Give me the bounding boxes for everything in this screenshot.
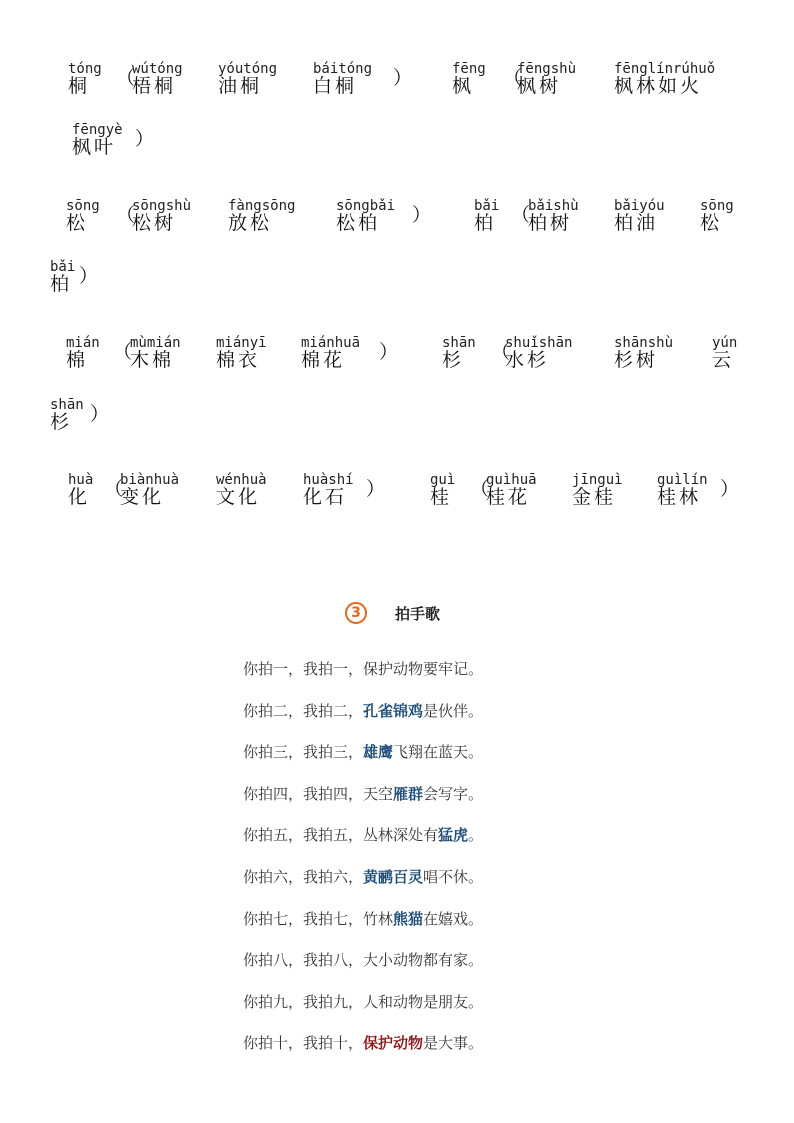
hanzi: 油桐 — [218, 75, 263, 97]
hanzi: 桂 — [430, 486, 453, 508]
pinyin: yún — [712, 335, 738, 351]
pinyin: wénhuà — [216, 472, 267, 488]
pinyin: bǎi — [474, 198, 500, 214]
song-highlight: 黄鹂百灵 — [363, 867, 424, 886]
hanzi: 桂林 — [657, 486, 702, 508]
pinyin: sōng — [66, 198, 100, 214]
vocab-row — [0, 336, 794, 376]
pinyin: shuǐshān — [505, 335, 573, 351]
hanzi: 枫叶 — [72, 136, 117, 158]
hanzi: 松树 — [132, 212, 177, 234]
song-text: 会写字。 — [423, 784, 484, 803]
song-highlight: 熊猫 — [393, 909, 424, 928]
pinyin: guìhuā — [486, 472, 537, 488]
song-text: 你拍六，我拍六， — [243, 867, 364, 886]
hanzi: 棉花 — [301, 349, 346, 371]
hanzi: 变化 — [120, 486, 165, 508]
song-line — [243, 947, 743, 989]
pinyin: mùmián — [130, 335, 181, 351]
pinyin: sōngbǎi — [336, 198, 396, 214]
hanzi: 金桂 — [572, 486, 617, 508]
hanzi: 桐 — [68, 75, 91, 97]
pinyin: sōngshù — [132, 198, 192, 214]
section-number-badge: 3 — [345, 602, 367, 624]
hanzi: 杉 — [442, 349, 465, 371]
pinyin: miánhuā — [301, 335, 361, 351]
hanzi: 枫 — [452, 75, 475, 97]
parenthesis: （ — [116, 67, 136, 89]
hanzi: 化石 — [303, 486, 348, 508]
hanzi: 梧桐 — [132, 75, 177, 97]
parenthesis: （ — [113, 341, 133, 363]
vocab-row — [0, 123, 794, 163]
song-line — [243, 906, 743, 948]
song-highlight: 雁群 — [393, 784, 424, 803]
song-highlight: 猛虎 — [438, 826, 469, 845]
parenthesis: （ — [116, 204, 136, 226]
pinyin: huà — [68, 472, 94, 488]
song-line — [243, 656, 743, 698]
pinyin: bǎishù — [528, 198, 579, 214]
vocab-row — [0, 473, 794, 513]
song-line — [243, 989, 743, 1031]
song-text: 在嬉戏。 — [423, 909, 484, 928]
song-text: 是伙伴。 — [423, 701, 484, 720]
parenthesis: ） — [79, 265, 99, 287]
pinyin: mián — [66, 335, 100, 351]
song-line — [243, 781, 743, 823]
hanzi: 枫林如火 — [614, 75, 703, 97]
hanzi: 松柏 — [336, 212, 381, 234]
song-line — [243, 864, 743, 906]
hanzi: 木棉 — [130, 349, 175, 371]
song-text: 。 — [468, 826, 484, 845]
song-text: 你拍一，我拍一，保护动物要牢记。 — [243, 660, 484, 678]
song-text: 是大事。 — [423, 1034, 484, 1053]
clapping-song — [243, 656, 743, 1072]
song-text: 你拍三，我拍三， — [243, 743, 364, 762]
hanzi: 柏 — [474, 212, 497, 234]
parenthesis: （ — [503, 67, 523, 89]
parenthesis: ） — [90, 403, 110, 425]
section-title: 拍手歌 — [395, 605, 441, 623]
parenthesis: ） — [720, 478, 740, 500]
pinyin: fàngsōng — [228, 198, 296, 214]
hanzi: 文化 — [216, 486, 261, 508]
song-text: 你拍二，我拍二， — [243, 701, 364, 720]
pinyin: shān — [50, 397, 84, 413]
parenthesis: ） — [135, 128, 155, 150]
hanzi: 柏树 — [528, 212, 573, 234]
parenthesis: （ — [511, 204, 531, 226]
hanzi: 桂花 — [486, 486, 531, 508]
song-line — [243, 739, 743, 781]
vocab-row — [0, 260, 794, 300]
pinyin: shānshù — [614, 335, 674, 351]
pinyin: miányī — [216, 335, 267, 351]
song-text: 你拍八，我拍八，大小动物都有家。 — [243, 951, 484, 970]
pinyin: yóutóng — [218, 61, 278, 77]
song-line — [243, 822, 743, 864]
pinyin: fēngshù — [517, 61, 577, 77]
hanzi: 白桐 — [313, 75, 358, 97]
song-line — [243, 1030, 743, 1072]
hanzi: 杉 — [50, 411, 73, 433]
hanzi: 枫树 — [517, 75, 562, 97]
pinyin: huàshí — [303, 472, 354, 488]
pinyin: guìlín — [657, 472, 708, 488]
hanzi: 柏油 — [614, 212, 659, 234]
vocab-row — [0, 398, 794, 438]
pinyin: jīnguì — [572, 472, 623, 488]
pinyin: báitóng — [313, 61, 373, 77]
hanzi: 云 — [712, 349, 735, 371]
parenthesis: （ — [491, 341, 511, 363]
hanzi: 松 — [66, 212, 89, 234]
song-text: 你拍十，我拍十， — [243, 1034, 364, 1053]
pinyin: fēng — [452, 61, 486, 77]
hanzi: 柏 — [50, 273, 73, 295]
song-highlight: 保护动物 — [363, 1034, 424, 1053]
hanzi: 棉 — [66, 349, 89, 371]
hanzi: 放松 — [228, 212, 273, 234]
vocab-row — [0, 62, 794, 102]
pinyin: bǎiyóu — [614, 198, 665, 214]
pinyin: tóng — [68, 61, 102, 77]
hanzi: 棉衣 — [216, 349, 261, 371]
parenthesis: （ — [470, 478, 490, 500]
hanzi: 杉树 — [614, 349, 659, 371]
song-text: 你拍四，我拍四，天空 — [243, 784, 394, 803]
pinyin: fēnglínrúhuǒ — [614, 61, 716, 77]
pinyin: shān — [442, 335, 476, 351]
pinyin: sōng — [700, 198, 734, 214]
song-highlight: 雄鹰 — [363, 743, 394, 762]
song-text: 你拍九，我拍九，人和动物是朋友。 — [243, 992, 484, 1011]
song-text: 唱不休。 — [423, 867, 484, 886]
song-text: 你拍七，我拍七，竹林 — [243, 909, 394, 928]
parenthesis: ） — [366, 478, 386, 500]
song-text: 飞翔在蓝天。 — [393, 743, 484, 762]
pinyin: bǎi — [50, 259, 76, 275]
parenthesis: （ — [104, 478, 124, 500]
parenthesis: ） — [412, 204, 432, 226]
hanzi: 松 — [700, 212, 723, 234]
song-highlight: 孔雀锦鸡 — [363, 701, 424, 720]
hanzi: 水杉 — [505, 349, 550, 371]
parenthesis: ） — [393, 67, 413, 89]
pinyin: guì — [430, 472, 456, 488]
pinyin: biànhuà — [120, 472, 180, 488]
hanzi: 化 — [68, 486, 91, 508]
pinyin: fēngyè — [72, 122, 123, 138]
song-line — [243, 698, 743, 740]
parenthesis: ） — [379, 341, 399, 363]
vocab-row — [0, 199, 794, 239]
pinyin: wútóng — [132, 61, 183, 77]
song-text: 你拍五，我拍五，丛林深处有 — [243, 826, 439, 845]
